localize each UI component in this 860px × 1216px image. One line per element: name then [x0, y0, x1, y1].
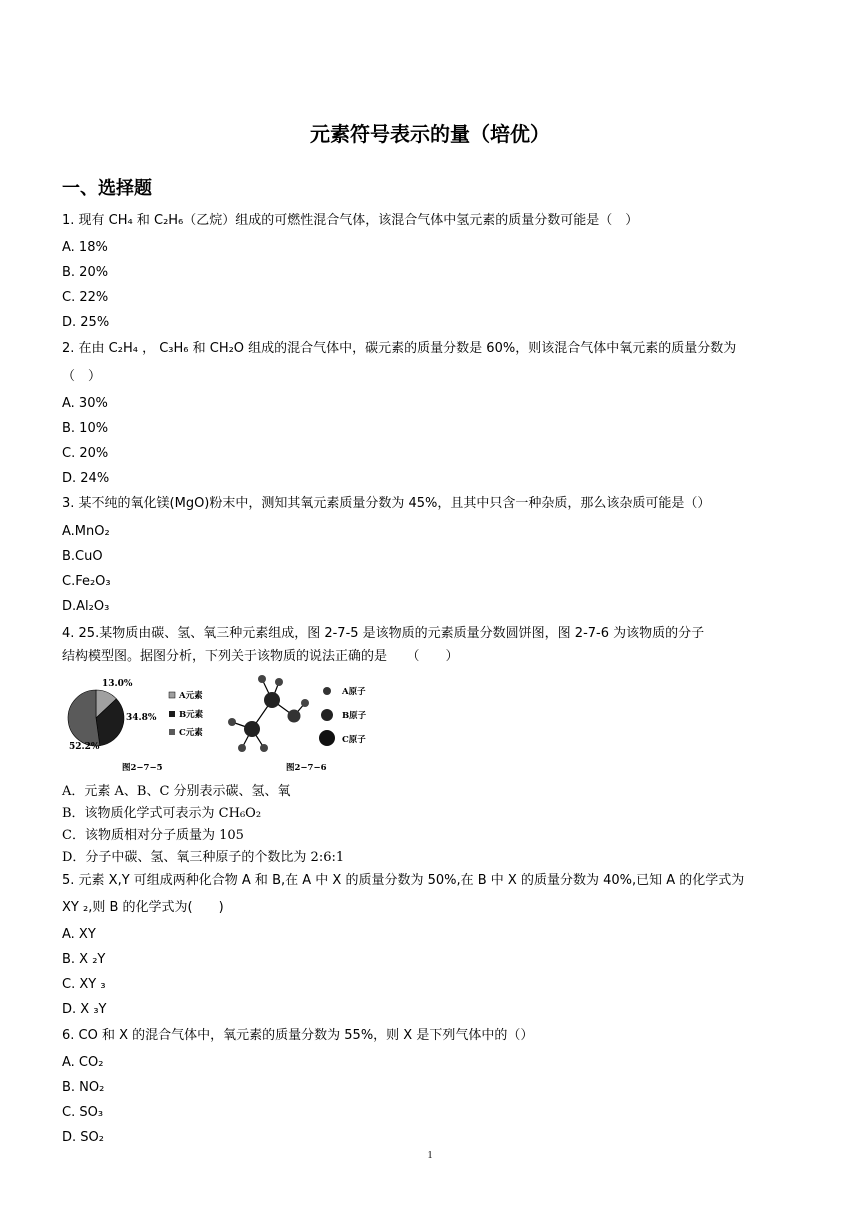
pie-legend-c: C元素	[179, 728, 203, 738]
carbon-atom	[244, 721, 260, 737]
model-caption: 图2−7−6	[286, 763, 327, 773]
pie-label-c: 52.2%	[69, 742, 100, 752]
model-legend-c: C原子	[342, 735, 366, 745]
question-4-option-a: A．元素 A、B、C 分别表示碳、氢、氧	[62, 784, 291, 799]
question-4-option-d: D．分子中碳、氢、氧三种原子的个数比为 2:6:1	[62, 850, 345, 865]
section-heading: 一、选择题	[62, 178, 152, 199]
question-3-option-a: A.MnO₂	[62, 524, 110, 539]
question-1-option-d: D. 25%	[62, 315, 110, 330]
pie-caption: 图2−7−5	[122, 763, 163, 773]
question-4-option-c: C．该物质相对分子质量为 105	[62, 828, 244, 843]
legend-swatch-a	[169, 692, 175, 698]
question-6-option-b: B. NO₂	[62, 1080, 105, 1095]
question-5-option-d: D. X ₃Y	[62, 1002, 107, 1017]
question-5-option-c: C. XY ₃	[62, 977, 106, 992]
oxygen-atom	[288, 710, 301, 723]
question-6-option-d: D. SO₂	[62, 1130, 104, 1145]
legend-swatch-b	[169, 711, 175, 717]
model-legend-a: A原子	[342, 687, 366, 697]
question-4-stem-line-2: 结构模型图。据图分析，下列关于该物质的说法正确的是 （ ）	[62, 649, 459, 664]
hydrogen-atom	[258, 675, 266, 683]
carbon-atom	[264, 692, 280, 708]
hydrogen-atom	[301, 699, 309, 707]
question-3-option-b: B.CuO	[62, 549, 103, 564]
hydrogen-atom	[228, 718, 236, 726]
legend-atom-c	[319, 730, 335, 746]
legend-atom-b	[321, 709, 333, 721]
pie-slice-c	[68, 690, 100, 746]
question-3-stem: 3. 某不纯的氧化镁(MgO)粉末中，测知其氧元素质量分数为 45%，且其中只含一种杂质，那么该杂质可能是（）	[62, 496, 711, 511]
legend-atom-a	[323, 687, 331, 695]
question-4-option-b: B．该物质化学式可表示为 CH₆O₂	[62, 806, 262, 821]
model-legend-b: B原子	[342, 711, 367, 721]
question-6-option-a: A. CO₂	[62, 1055, 104, 1070]
page-title: 元素符号表示的量（培优）	[310, 122, 550, 146]
question-5-stem-line-2: XY ₂,则 B 的化学式为( )	[62, 900, 224, 915]
question-2-stem-line-1: 2. 在由 C₂H₄ ， C₃H₆ 和 CH₂O 组成的混合气体中，碳元素的质量分数是 60%，则该混合气体中氧元素的质量分数为	[62, 341, 737, 356]
pie-label-a: 13.0%	[102, 679, 133, 689]
question-1-stem: 1. 现有 CH₄ 和 C₂H₆（乙烷）组成的可燃性混合气体，该混合气体中氢元素的质量分数可能是（ ）	[62, 213, 639, 228]
question-2-stem-line-2: （ ）	[62, 369, 102, 384]
question-2-option-d: D. 24%	[62, 471, 110, 486]
pie-legend-b: B元素	[179, 710, 204, 720]
question-6-stem: 6. CO 和 X 的混合气体中，氧元素的质量分数为 55%，则 X 是下列气体中的（）	[62, 1028, 534, 1043]
pie-label-b: 34.8%	[126, 713, 157, 723]
hydrogen-atom	[260, 744, 268, 752]
question-2-option-c: C. 20%	[62, 446, 109, 461]
legend-swatch-c	[169, 729, 175, 735]
page-number: 1	[427, 1150, 433, 1161]
question-3-option-d: D.Al₂O₃	[62, 599, 110, 614]
question-2-option-b: B. 10%	[62, 421, 109, 436]
question-1-option-c: C. 22%	[62, 290, 109, 305]
question-5-stem-line-1: 5. 元素 X,Y 可组成两种化合物 A 和 B,在 A 中 X 的质量分数为 50%,在 B 中 X 的质量分数为 40%,已知 A 的化学式为	[62, 873, 745, 888]
pie-legend-a: A元素	[179, 691, 203, 701]
question-1-option-b: B. 20%	[62, 265, 109, 280]
figure-group	[62, 672, 392, 776]
question-5-option-a: A. XY	[62, 927, 96, 942]
question-1-option-a: A. 18%	[62, 240, 108, 255]
question-4-stem-line-1: 4. 25.某物质由碳、氢、氧三种元素组成，图 2-7-5 是该物质的元素质量分数圆饼图，图 2-7-6 为该物质的分子	[62, 626, 705, 641]
hydrogen-atom	[238, 744, 246, 752]
question-3-option-c: C.Fe₂O₃	[62, 574, 111, 589]
question-5-option-b: B. X ₂Y	[62, 952, 106, 967]
question-2-option-a: A. 30%	[62, 396, 108, 411]
question-6-option-c: C. SO₃	[62, 1105, 104, 1120]
hydrogen-atom	[275, 678, 283, 686]
pie-chart	[68, 690, 124, 746]
